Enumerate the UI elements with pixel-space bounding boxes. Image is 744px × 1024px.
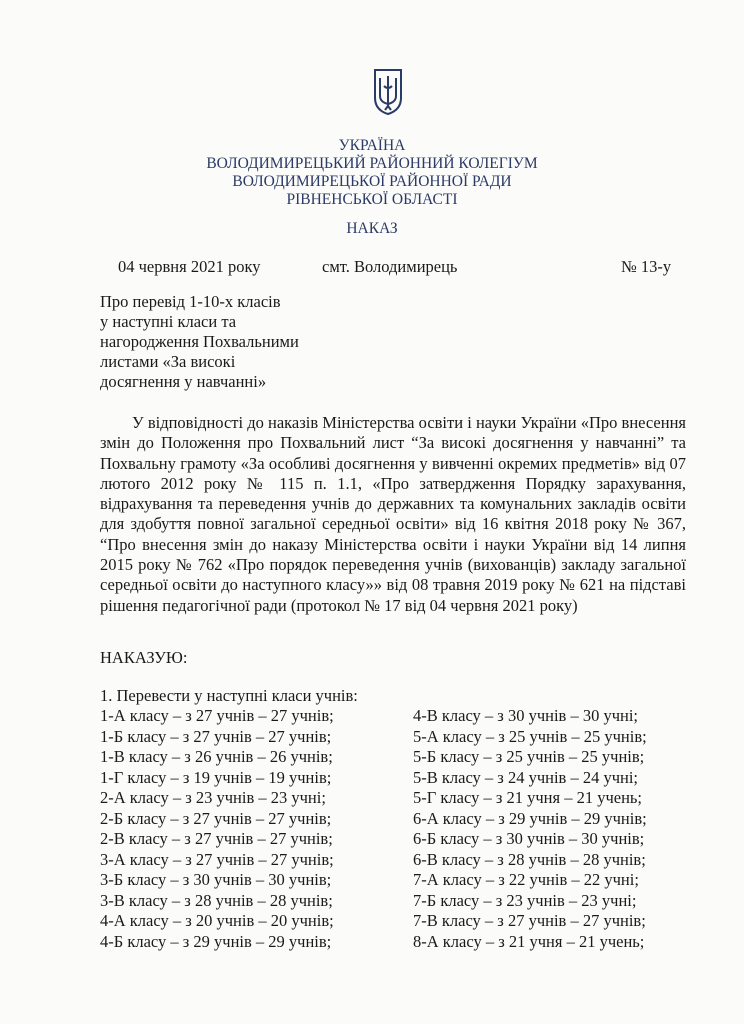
list-item: 1-Б класу – з 27 учнів – 27 учнів; (100, 726, 332, 746)
list-item: 2-Б класу – з 27 учнів – 27 учнів; (100, 808, 332, 828)
list-intro: 1. Перевести у наступні класи учнів: (100, 686, 358, 705)
document-date: 04 червня 2021 року (118, 257, 261, 276)
institution-header (0, 137, 744, 209)
list-item: 8-А класу – з 21 учня – 21 учень; (413, 931, 645, 951)
list-item: 6-А класу – з 29 учнів – 29 учнів; (413, 808, 647, 828)
list-item: 6-Б класу – з 30 учнів – 30 учнів; (413, 829, 645, 848)
list-item: 2-А класу – з 23 учнів – 23 учні; (100, 788, 326, 807)
list-item: 1-В класу – з 26 учнів – 26 учнів; (100, 747, 333, 766)
subject-line: Про перевід 1-10-х класів (100, 292, 281, 311)
list-item: 3-А класу – з 27 учнів – 27 учнів; (100, 849, 334, 869)
header-line: ВОЛОДИМИРЕЦЬКОЇ РАЙОННОЇ РАДИ (232, 173, 512, 190)
list-item: 2-В класу – з 27 учнів – 27 учнів; (100, 829, 333, 848)
trident-coat-of-arms-icon (373, 68, 403, 116)
subject-line: нагородження Похвальними (100, 332, 299, 351)
list-item: 3-В класу – з 28 учнів – 28 учнів; (100, 890, 333, 910)
subject-line: листами «За високі (100, 352, 236, 371)
subject-line: у наступні класи та (100, 312, 237, 331)
list-item: 4-В класу – з 30 учнів – 30 учні; (413, 706, 638, 725)
list-item: 5-А класу – з 25 учнів – 25 учнів; (413, 726, 647, 746)
list-item: 5-Г класу – з 21 учня – 21 учень; (413, 788, 643, 807)
classes-list-right (413, 706, 647, 952)
list-item: 1-А класу – з 27 учнів – 27 учнів; (100, 706, 334, 725)
preamble-paragraph: У відповідності до наказів Міністерства освіти і науки України «Про внесення змін до Положення про Похвальний лист “За високі досягнення у навчанні” та Похвальну грамоту «За особливі досягнення у вивченні окремих предметів» від 07 лютого 2012 року № 115 п. 1.1, «Про затвердження Порядку зарахування, відрахування та переведення учнів до державних та комунальних закладів освіти для здобуття повної загальної середньої освіти» від 16 квітня 2018 року № 367, “Про внесення змін до наказу Міністерства освіти і науки України від 14 липня 2015 року № 762 «Про порядок переведення учнів (вихованців) закладу загальної середньої освіти до наступного класу»» від 08 травня 2019 року № 621 на підставі рішення педагогічної ради (протокол № 17 від 04 червня 2021 року) (100, 413, 686, 615)
subject-line: досягнення у навчанні» (100, 372, 267, 391)
list-item: 5-Б класу – з 25 учнів – 25 учнів; (413, 747, 645, 766)
order-word: НАКАЗУЮ: (100, 648, 188, 667)
list-item: 5-В класу – з 24 учнів – 24 учні; (413, 767, 638, 787)
header-line: УКРАЇНА (338, 137, 406, 154)
document-type: НАКАЗ (346, 220, 398, 237)
header-line: РІВНЕНСЬКОЇ ОБЛАСТІ (286, 191, 458, 208)
list-item: 7-Б класу – з 23 учнів – 23 учні; (413, 890, 637, 910)
list-item: 6-В класу – з 28 учнів – 28 учнів; (413, 849, 646, 869)
list-item: 7-В класу – з 27 учнів – 27 учнів; (413, 911, 646, 930)
document-place: смт. Володимирець (322, 257, 458, 276)
list-item: 3-Б класу – з 30 учнів – 30 учнів; (100, 870, 332, 889)
document-number: № 13-у (621, 257, 672, 276)
document-subject (100, 292, 299, 392)
classes-list-left (100, 706, 334, 952)
list-item: 1-Г класу – з 19 учнів – 19 учнів; (100, 767, 332, 787)
list-item: 4-Б класу – з 29 учнів – 29 учнів; (100, 931, 332, 951)
list-item: 7-А класу – з 22 учнів – 22 учні; (413, 870, 639, 889)
list-item: 4-А класу – з 20 учнів – 20 учнів; (100, 911, 334, 930)
header-line: ВОЛОДИМИРЕЦЬКИЙ РАЙОННИЙ КОЛЕГІУМ (206, 155, 538, 172)
